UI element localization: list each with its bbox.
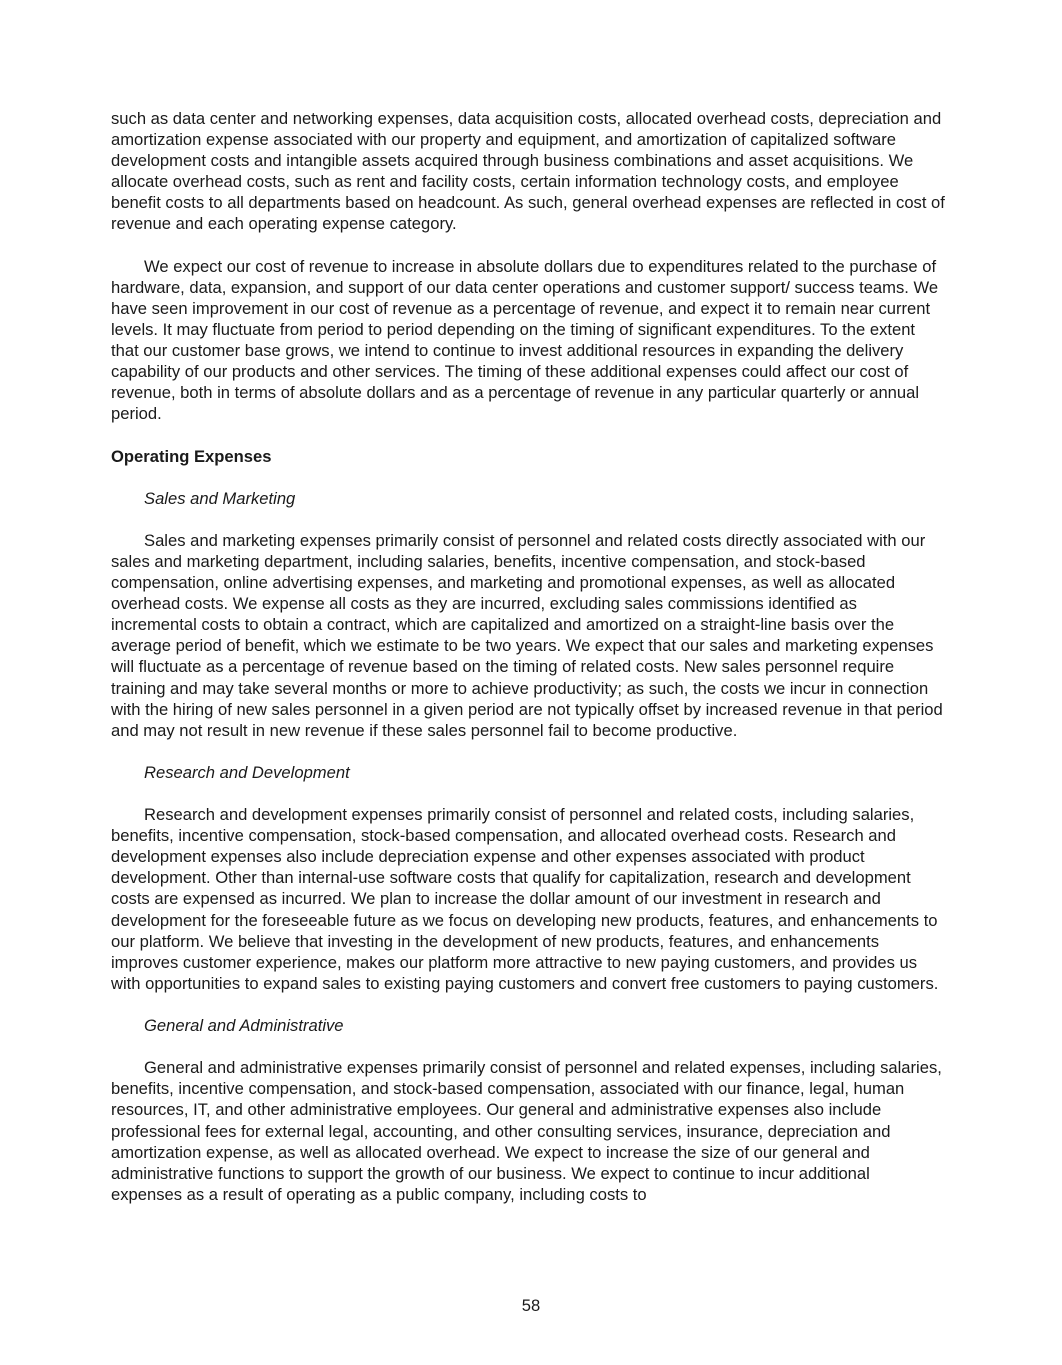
subheading-general-admin: General and Administrative <box>144 1016 344 1036</box>
page-number: 58 <box>521 1296 541 1315</box>
paragraph-general-admin: General and administrative expenses primarily consist of personnel and related expenses, including salaries, benefits, incentive compensation, and stock-based compensation, associated with our finance, legal, human resources, IT, and other administrative employees. Our general and administrative expenses also include professional fees for external legal, accounting, and other consulting services, insurance, depreciation and amortization expense, as well as allocated overhead. We expect to increase the size of our general and administrative functions to support the growth of our business. We expect to continue to incur additional expenses as a result of operating as a public company, including costs to <box>111 1058 942 1204</box>
document-page <box>111 108 945 1205</box>
section-heading-operating-expenses: Operating Expenses <box>111 446 272 466</box>
paragraph-sales-marketing: Sales and marketing expenses primarily consist of personnel and related costs directly associated with our sales and marketing department, including salaries, benefits, incentive compensation, and stock-based compensation, online advertising expenses, and marketing and promotional expenses, as well as allocated overhead costs. We expense all costs as they are incurred, excluding sales commissions identified as incremental costs to obtain a contract, which are capitalized and amortized on a straight-line basis over the average period of benefit, which we estimate to be two years. We expect that our sales and marketing expenses will fluctuate as a percentage of revenue based on the timing of related costs. New sales personnel require training and may take several months or more to achieve productivity; as such, the costs we incur in connection with the hiring of new sales personnel in a given period are not typically offset by increased revenue in that period and may not result in new revenue if these sales personnel fail to become productive. <box>111 530 943 740</box>
paragraph-research-development: Research and development expenses primarily consist of personnel and related costs, including salaries, benefits, incentive compensation, stock-based compensation, and allocated overhead costs. Research and development expenses also include depreciation expense and other expenses associated with product development. Other than internal-use software costs that qualify for capitalization, research and development costs are expensed as incurred. We plan to increase the dollar amount of our investment in research and development for the foreseeable future as we focus on developing new products, features, and enhancements to our platform. We believe that investing in the development of new products, features, and enhancements improves customer experience, makes our platform more attractive to new paying customers, and provides us with opportunities to expand sales to existing paying customers and convert free customers to paying customers. <box>111 805 939 993</box>
paragraph-intro-continued: such as data center and networking expenses, data acquisition costs, allocated overhead costs, depreciation and amortization expense associated with our property and equipment, and amortization of capitalized software development costs and intangible assets acquired through business combinations and asset acquisitions. We allocate overhead costs, such as rent and facility costs, certain information technology costs, and employee benefit costs to all departments based on headcount. As such, general overhead expenses are reflected in cost of revenue and each operating expense category. <box>111 109 945 234</box>
subheading-sales-marketing: Sales and Marketing <box>144 488 296 508</box>
subheading-research-development: Research and Development <box>144 762 350 782</box>
paragraph-cost-of-revenue-outlook: We expect our cost of revenue to increase in absolute dollars due to expenditures related to the purchase of hardware, data, expansion, and support of our data center operations and customer support/ success teams. We have seen improvement in our cost of revenue as a percentage of revenue, and expect it to remain near current levels. It may fluctuate from period to period depending on the timing of significant expenditures. To the extent that our customer base grows, we intend to continue to invest additional resources in expanding the delivery capability of our products and other services. The timing of these additional expenses could affect our cost of revenue, both in terms of absolute dollars and as a percentage of revenue in any particular quarterly or annual period. <box>111 256 939 424</box>
